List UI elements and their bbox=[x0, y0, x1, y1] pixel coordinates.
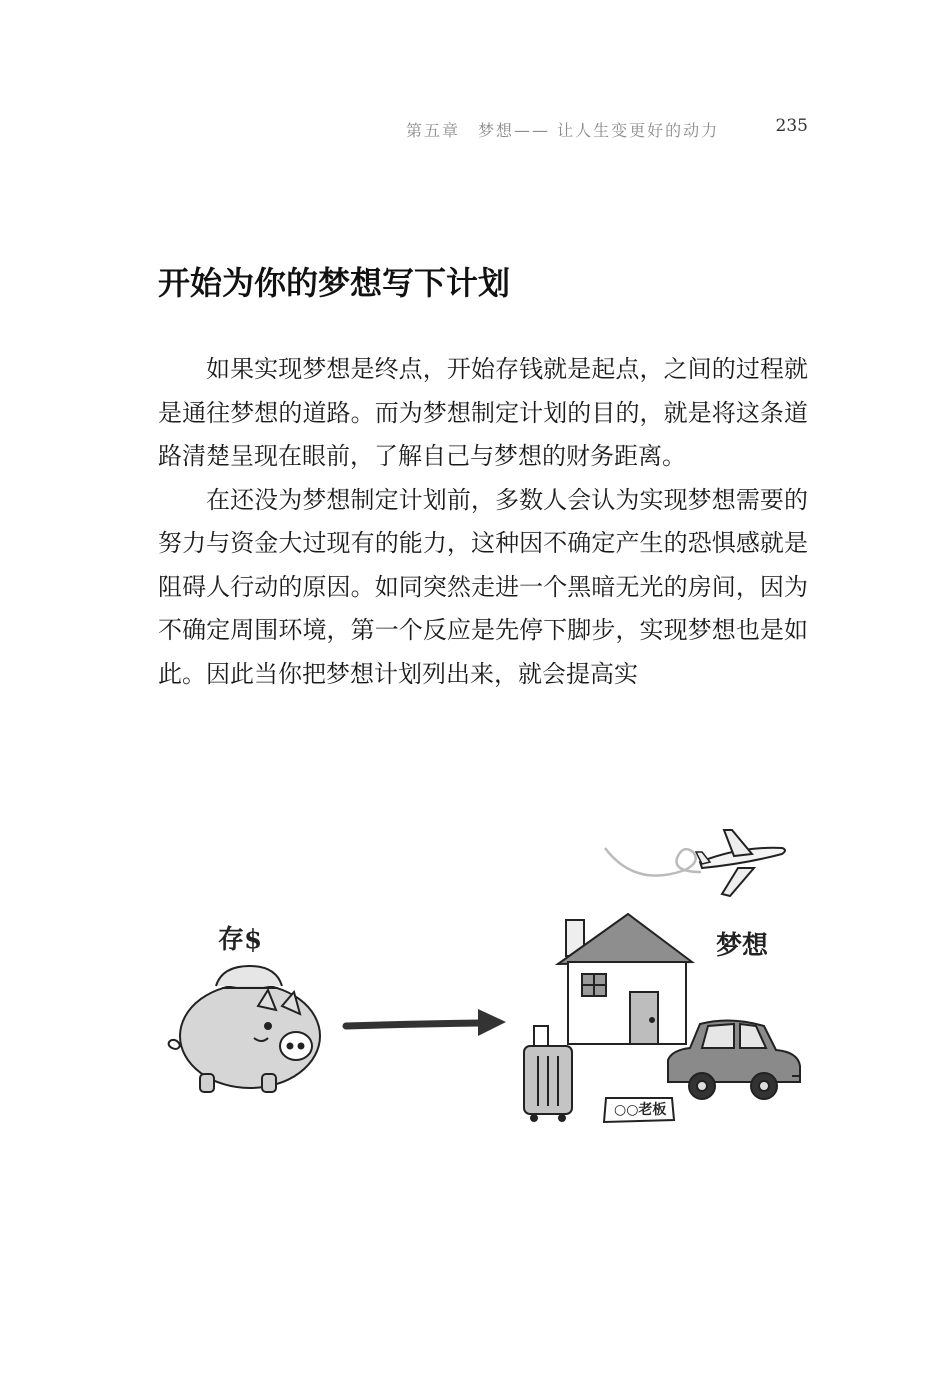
car-icon bbox=[668, 1020, 800, 1099]
paragraph: 如果实现梦想是终点，开始存钱就是起点，之间的过程就是通往梦想的道路。而为梦想制定计划的目的，就是将这条道路清楚呈现在眼前，了解自己与梦想的财务距离。 bbox=[158, 355, 808, 470]
chapter-title: 第五章 梦想—— 让人生变更好的动力 bbox=[406, 121, 720, 140]
dream-label: 梦想 bbox=[716, 931, 769, 961]
running-header bbox=[380, 116, 808, 140]
savings-to-dream-illustration bbox=[150, 810, 820, 1150]
house-icon bbox=[558, 914, 692, 1044]
airplane-icon bbox=[605, 830, 785, 896]
section-title: 开始为你的梦想写下计划 bbox=[158, 264, 511, 302]
save-money-label: 存$ bbox=[218, 925, 263, 955]
body-text bbox=[158, 348, 808, 696]
name-sign-icon bbox=[604, 1098, 674, 1122]
piggy-bank-icon bbox=[169, 966, 320, 1092]
paragraph: 在还没为梦想制定计划前，多数人会认为实现梦想需要的努力与资金大过现有的能力，这种因不确定产生的恐惧感就是阻碍人行动的原因。如同突然走进一个黑暗无光的房间，因为不确定周围环境，第一个反应是先停下脚步，实现梦想也是如此。因此当你把梦想计划列出来，就会提高实 bbox=[158, 485, 808, 688]
suitcase-icon bbox=[524, 1026, 572, 1121]
page-number: 235 bbox=[775, 116, 808, 136]
name-sign-label: ○○老板 bbox=[614, 1102, 667, 1118]
arrow-icon bbox=[346, 1009, 506, 1036]
